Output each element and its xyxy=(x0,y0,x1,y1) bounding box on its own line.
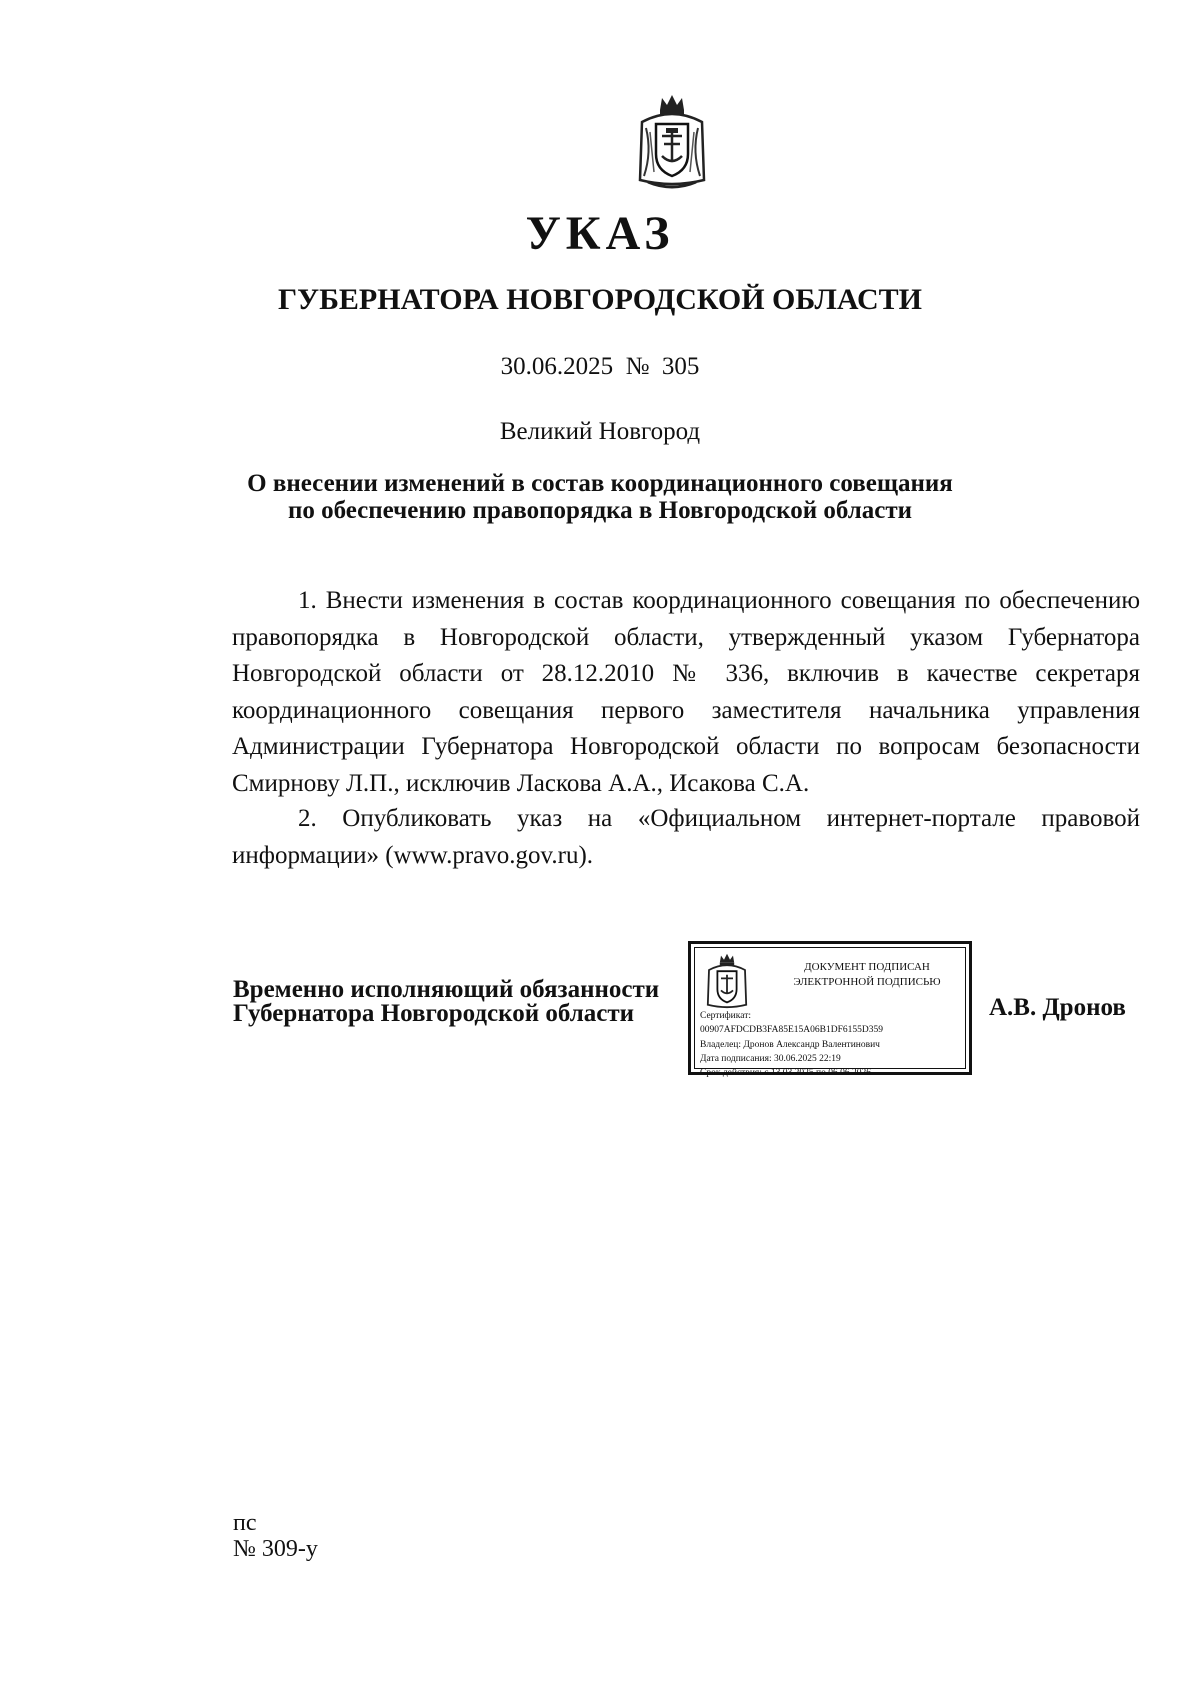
place-of-issue: Великий Новгород xyxy=(499,418,701,445)
stamp-owner: Владелец: Дронов Александр Валентинович xyxy=(700,1039,880,1050)
body-paragraph-1: 1. Внести изменения в состав координационного совещания по обеспечению правопорядка в Новгородской области, утвержденный указом Губернатора Новгородской области от 28.12.2010 № 336, включив в качестве секретаря координационного совещания первого заместителя начальника управления Администрации Губернатора Новгородской области по вопросам безопасности Смирнову Л.П., исключив Ласкова А.А., Исакова С.А. xyxy=(232,587,1140,797)
stamp-serial-label: Сертификат: xyxy=(700,1011,752,1021)
date-and-number: 30.06.2025 № 305 xyxy=(500,353,700,380)
stamp-details xyxy=(700,1009,970,1080)
signatory-name: А.В. Дронов xyxy=(989,994,1126,1021)
document-type-title: УКАЗ xyxy=(525,207,675,260)
stamp-inner-border xyxy=(694,947,966,1079)
footer-note xyxy=(233,1510,318,1562)
issuer-title: ГУБЕРНАТОРА НОВГОРОДСКОЙ ОБЛАСТИ xyxy=(277,283,923,316)
body-paragraph-2: 2. Опубликовать указ на «Официальном интернет-портале правовой информации» (www.pravo.gov.ru). xyxy=(232,805,1140,869)
document-subject xyxy=(150,470,1050,524)
signatory-position-line-2: Губернатора Новгородской области xyxy=(233,1000,635,1027)
coat-of-arms-icon xyxy=(701,952,753,1012)
coat-of-arms-icon xyxy=(632,92,712,192)
subject-line-1: О внесении изменений в состав координационного совещания xyxy=(247,470,953,497)
stamp-title xyxy=(767,960,967,990)
electronic-signature-stamp xyxy=(688,941,972,1079)
signatory-position xyxy=(233,978,683,1026)
stamp-validity: Срок действия: с 13.03.2025 по 06.06.2026 xyxy=(700,1068,871,1079)
signatory-position-line-1: Временно исполняющий обязанности xyxy=(233,976,660,1003)
footer-line-1: пс xyxy=(233,1510,257,1536)
stamp-signed-date: Дата подписания: 30.06.2025 22:19 xyxy=(700,1053,841,1064)
subject-line-2: по обеспечению правопорядка в Новгородской области xyxy=(287,497,913,524)
stamp-serial: 00907AFDCDB3FA85E15A06B1DF6155D359 xyxy=(700,1025,883,1036)
stamp-title-line-1: ДОКУМЕНТ ПОДПИСАН xyxy=(804,961,930,973)
stamp-title-line-2: ЭЛЕКТРОННОЙ ПОДПИСЬЮ xyxy=(793,976,941,988)
footer-line-2: № 309-у xyxy=(233,1536,318,1562)
